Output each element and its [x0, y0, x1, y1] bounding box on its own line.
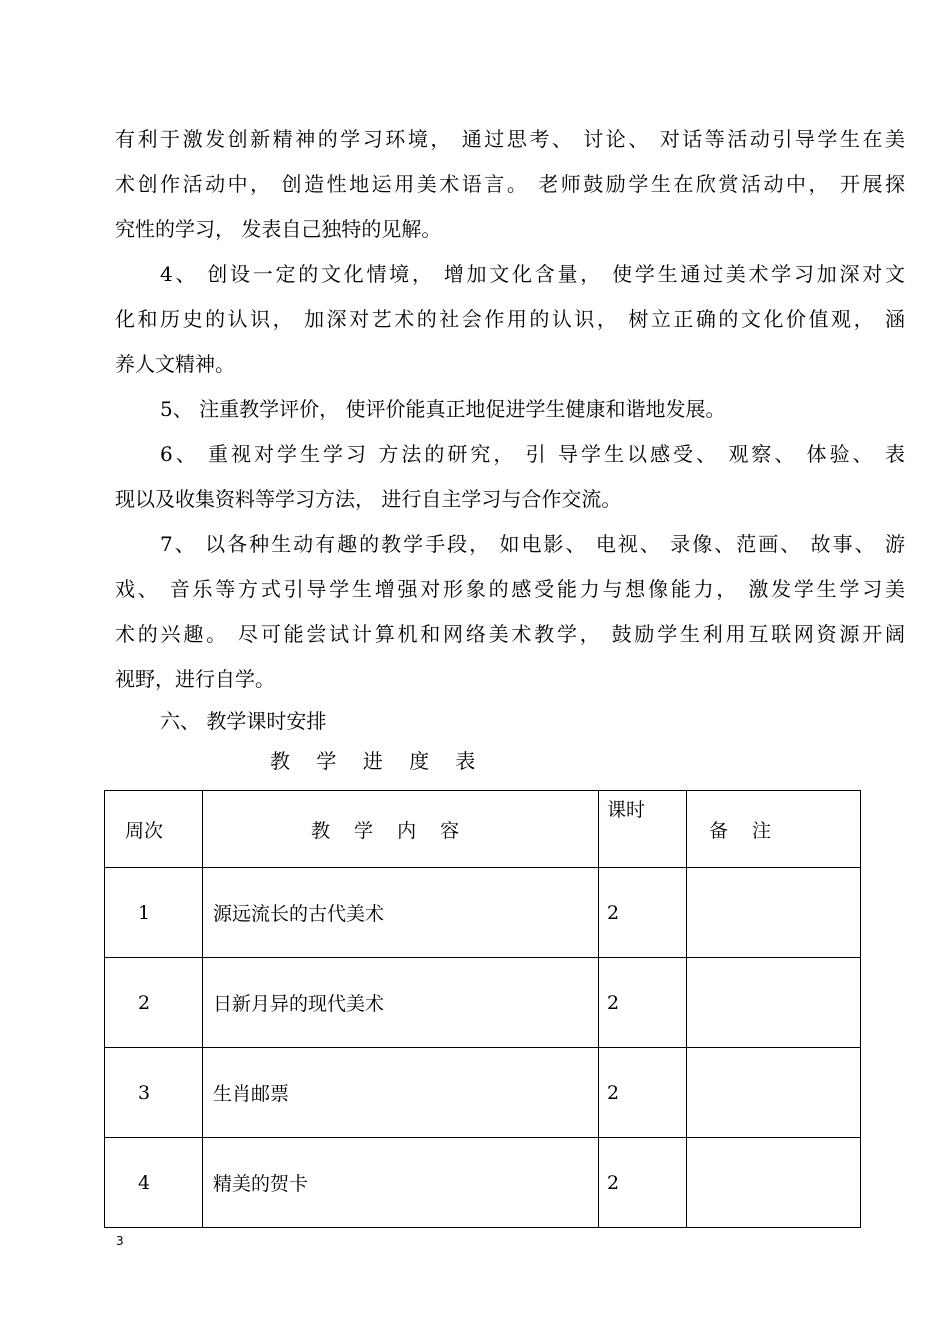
paragraph-line: 戏、 音乐等方式引导学生增强对形象的感受能力与想像能力， 激发学生学习美 [115, 577, 905, 601]
paragraph-line: 养人文精神。 [115, 352, 235, 376]
paragraph-line: 现以及收集资料等学习方法， 进行自主学习与合作交流。 [115, 487, 622, 511]
cell-content: 源远流长的古代美术 [203, 868, 599, 958]
cell-week: 1 [105, 868, 203, 958]
section-heading: 六、 教学课时安排 [160, 709, 327, 733]
cell-content: 精美的贺卡 [203, 1138, 599, 1228]
header-hours: 课时 [599, 791, 687, 868]
cell-notes [687, 1138, 861, 1228]
header-week: 周次 [105, 791, 203, 868]
header-notes: 备 注 [687, 791, 861, 868]
cell-hours: 2 [599, 958, 687, 1048]
cell-week: 4 [105, 1138, 203, 1228]
page-number: 3 [116, 1234, 124, 1248]
paragraph-line: 7、 以各种生动有趣的教学手段， 如电影、 电视、 录像、范画、 故事、 游 [160, 532, 905, 556]
schedule-table [104, 790, 861, 1228]
cell-hours: 2 [599, 1138, 687, 1228]
table-row [105, 958, 861, 1048]
table-row [105, 1048, 861, 1138]
cell-notes [687, 1048, 861, 1138]
paragraph-line: 术的兴趣。 尽可能尝试计算机和网络美术教学， 鼓励学生利用互联网资源开阔 [115, 622, 905, 646]
paragraph-line: 化和历史的认识， 加深对艺术的社会作用的认识， 树立正确的文化价值观， 涵 [115, 307, 905, 331]
table-header-row [105, 791, 861, 868]
paragraph-line: 6、 重视对学生学习 方法的研究， 引 导学生以感受、 观察、 体验、 表 [160, 442, 905, 466]
paragraph-line: 术创作活动中， 创造性地运用美术语言。 老师鼓励学生在欣赏活动中， 开展探 [115, 172, 905, 196]
cell-week: 2 [105, 958, 203, 1048]
cell-hours: 2 [599, 1048, 687, 1138]
paragraph-line: 视野，进行自学。 [115, 667, 275, 691]
cell-week: 3 [105, 1048, 203, 1138]
cell-content: 日新月异的现代美术 [203, 958, 599, 1048]
table-row [105, 868, 861, 958]
header-content: 教 学 内 容 [203, 791, 599, 868]
paragraph-line: 5、 注重教学评价， 使评价能真正地促进学生健康和谐地发展。 [160, 397, 726, 421]
paragraph-line: 4、 创设一定的文化情境， 增加文化含量， 使学生通过美术学习加深对文 [160, 262, 905, 286]
cell-hours: 2 [599, 868, 687, 958]
table-row [105, 1138, 861, 1228]
cell-notes [687, 868, 861, 958]
table-title: 教 学 进 度 表 [270, 749, 486, 773]
cell-notes [687, 958, 861, 1048]
paragraph-line: 有利于激发创新精神的学习环境， 通过思考、 讨论、 对话等活动引导学生在美 [115, 127, 905, 151]
paragraph-line: 究性的学习， 发表自己独特的见解。 [115, 217, 442, 241]
cell-content: 生肖邮票 [203, 1048, 599, 1138]
